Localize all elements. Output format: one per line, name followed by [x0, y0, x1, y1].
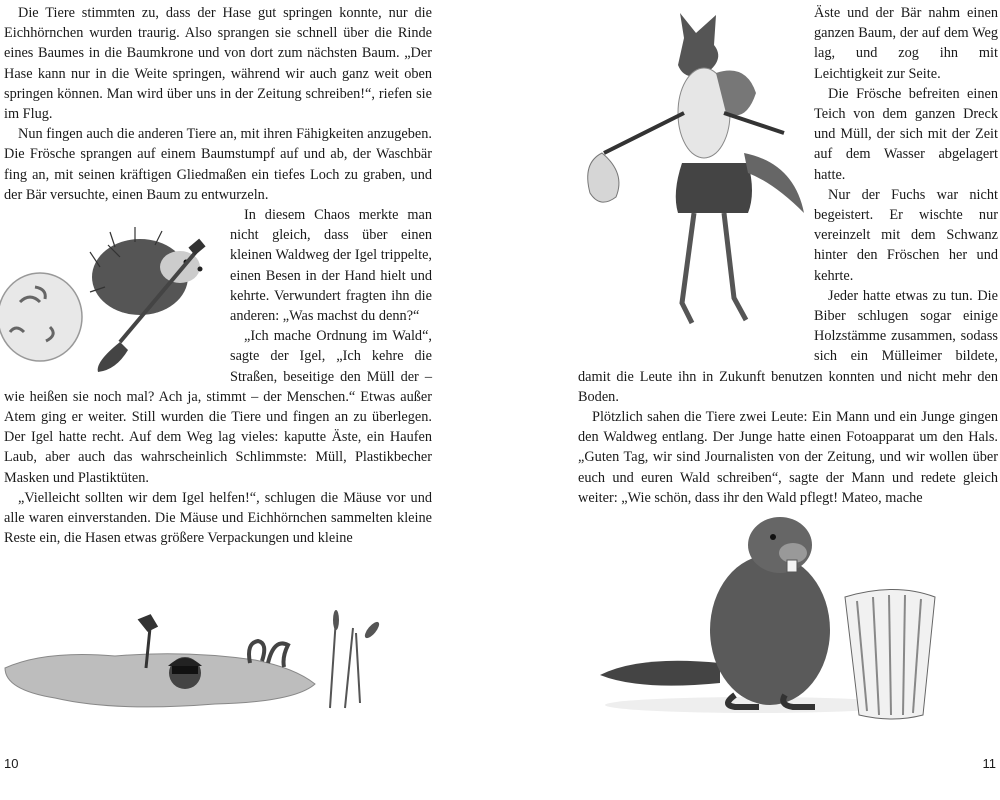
right-page-text — [578, 3, 998, 508]
hedgehog-illustration — [0, 207, 222, 377]
paragraph: Plötzlich sahen die Tiere zwei Leute: Ein Mann und ein Junge gingen den Waldweg entlang. Der Junge hatte einen Fotoapparat um den Hals. „Guten Tag, wir sind Journalisten von der Zeitung, und wir wollen über euch und euren Wald schreiben“, sagte der Mann und redete gleich weiter: „Wie schön, dass ihr den Wald pflegt! Mateo, mache — [578, 409, 998, 506]
paragraph: Die Frösche befreiten einen Teich von dem ganzen Dreck und Müll, der sich mit der Zeit auf dem Wasser abgelagert hatte. — [814, 85, 998, 183]
paragraph: Nur der Fuchs war nicht begeistert. Er wischte nur vereinzelt mit dem Schwanz hinter den Fröschen her und kehrte. — [814, 186, 998, 284]
right-page — [500, 0, 1000, 800]
paragraph: In diesem Chaos merkte man nicht gleich, dass über einen kleinen Waldweg der Igel trippelte, einen Besen in der Hand hielt und kehrte. Verwundert fragten ihn die anderen: „Was machst du denn?“ — [230, 207, 432, 325]
paragraph: Äste und der Bär nahm einen ganzen Baum, der auf dem Weg lag, und zog ihn mit Leichtigkeit zur Seite. — [814, 5, 998, 82]
page-number: 10 — [4, 756, 19, 771]
paragraph: Die Tiere stimmten zu, dass der Hase gut springen konnte, nur die Eichhörnchen wurden traurig. Also sprangen sie schnell über die Rinde eines Baumes in die Baumkrone und von dort zum nächsten Baum. „Der Hase kann nur in die Weite springen, während wir auch ganz weit oben springen können. Man wird über uns in der Zeitung schreiben!“, riefen sie im Flug. — [4, 5, 432, 123]
left-page-text — [4, 3, 432, 548]
fox-illustration — [574, 3, 808, 353]
paragraph: „Vielleicht sollten wir dem Igel helfen!“, schlugen die Mäuse vor und alle waren einverstanden. Die Mäuse und Eichhörnchen sammelten kleine Reste ein, die Hasen etwas größere Verpackungen und kleine — [4, 489, 432, 547]
paragraph: Nun fingen auch die anderen Tiere an, mit ihren Fähigkeiten anzugeben. Die Frösche sprangen auf einem Baumstumpf auf und ab, der Waschbär fing an, mit seinen kräftigen Gliedmaßen ein tiefes Loch zu graben, und der Bär versuchte, einen Baum zu entwurzeln. — [4, 126, 432, 203]
page-number: 11 — [982, 756, 996, 771]
pond-illustration — [0, 608, 430, 718]
beaver-illustration — [595, 505, 955, 725]
paragraph: „Ich mache Ordnung im Wald“, sagte der Igel, „Ich kehre die Straßen, beseitige den Müll der – wie heißen sie noch mal? Ach ja, stimmt – der Menschen.“ Etwas außer Atem ging er weiter. Still wurden die Tiere und fingen an zu überlegen. Der Igel hatte recht. Auf dem Weg lag vieles: kaputte Äste, ein Haufen Laub, aber auch das wahrscheinlich Schlimmste: Müll, Plastikbecher Masken und Plastiktüten. — [4, 328, 432, 486]
paragraph: Jeder hatte etwas zu tun. Die Biber schlugen sogar einige Holzstämme zusammen, sodass sich ein Mülleimer bildete, damit die Leute ihn in Zukunft benutzen konnten und nicht mehr den Boden. — [578, 287, 998, 405]
